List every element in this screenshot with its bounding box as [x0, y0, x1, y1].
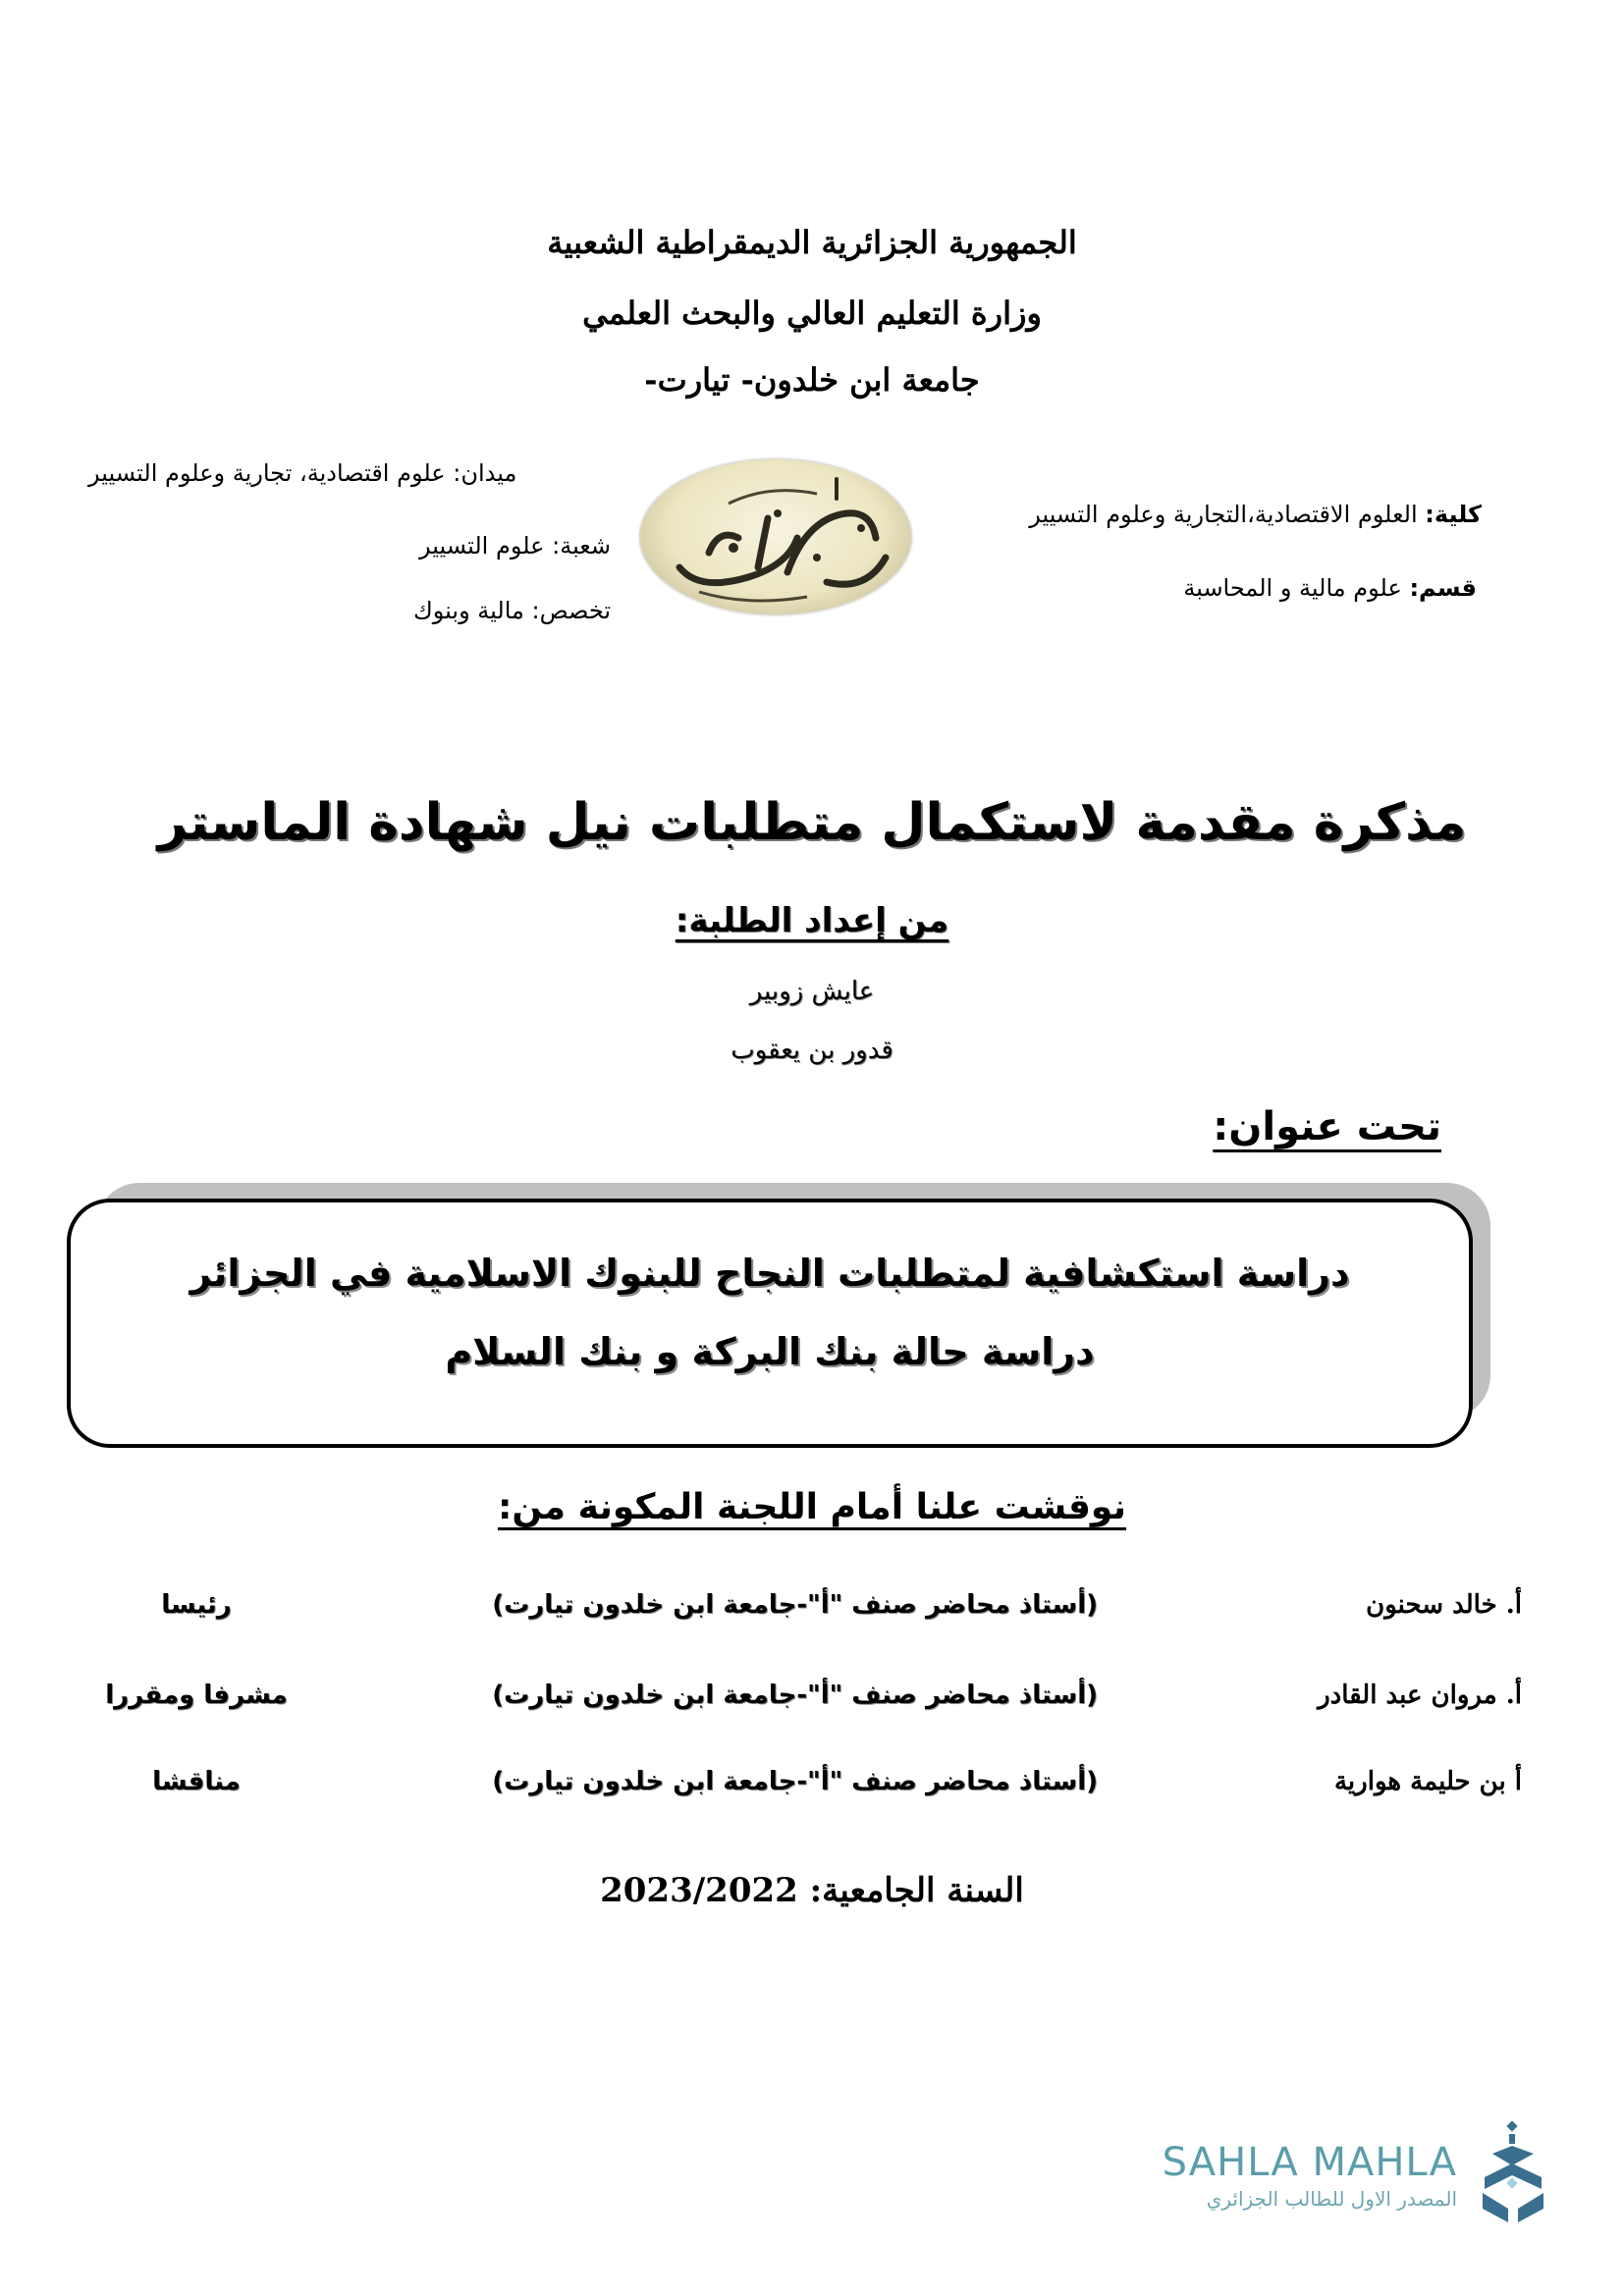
jury-member-rank: (أستاذ محاضر صنف "أ"-جامعة ابن خلدون تيارت): [492, 1767, 1098, 1796]
thesis-title-box: [67, 1199, 1473, 1448]
department-line: [1183, 574, 1477, 602]
document-main-title: مذكرة مقدمة لاستكمال متطلبات نيل شهادة الماستر: [157, 793, 1467, 852]
jury-member-rank: (أستاذ محاضر صنف "أ"-جامعة ابن خلدون تيارت): [492, 1681, 1098, 1710]
jury-member-role: مناقشا: [152, 1767, 241, 1796]
faculty-label: كلية:: [1425, 501, 1482, 528]
under-title-label: تحت عنوان:: [1213, 1104, 1441, 1149]
thesis-title-line-2: دراسة حالة بنك البركة و بنك السلام: [445, 1330, 1095, 1373]
jury-member-row: [0, 1767, 1624, 1806]
jury-heading: نوقشت علنا أمام اللجنة المكونة من:: [497, 1487, 1127, 1527]
jury-member-rank: (أستاذ محاضر صنف "أ"-جامعة ابن خلدون تيارت): [492, 1590, 1098, 1620]
ministry-name: وزارة التعليم العالي والبحث العلمي: [582, 294, 1042, 332]
sahla-mahla-logo-icon: [1479, 2120, 1547, 2228]
brand-name: SAHLA MAHLA: [1162, 2140, 1457, 2185]
faculty-line: [1029, 501, 1482, 528]
jury-member-name: أ. خالد سحنون: [1366, 1590, 1522, 1620]
student-name-2: قدور بن يعقوب: [731, 1036, 893, 1065]
department-value: علوم مالية و المحاسبة: [1183, 574, 1410, 602]
thesis-title-line-1: دراسة استكشافية لمتطلبات النجاح للبنوك الاسلامية في الجزائر: [189, 1252, 1350, 1295]
jury-member-row: [0, 1681, 1624, 1720]
specialty-line: تخصص: مالية وبنوك: [412, 597, 611, 624]
student-name-1: عايش زوبير: [749, 977, 875, 1006]
faculty-value: العلوم الاقتصادية،التجارية وعلوم التسيير: [1029, 501, 1426, 528]
department-label: قسم:: [1409, 574, 1477, 602]
academic-year: السنة الجامعية: 2023/2022: [600, 1871, 1024, 1910]
jury-member-name: أ بن حليمة هوارية: [1333, 1767, 1522, 1796]
prepared-by-label: من إعداد الطلبة:: [675, 901, 949, 940]
field-line: ميدان: علوم اقتصادية، تجارية وعلوم التسيير: [88, 459, 517, 487]
branch-line: شعبة: علوم التسيير: [418, 532, 611, 560]
brand-tagline: المصدر الاول للطالب الجزائري: [1206, 2187, 1457, 2211]
jury-member-row: [0, 1590, 1624, 1629]
sahla-mahla-watermark: [1162, 2140, 1547, 2228]
university-seal-icon: [640, 459, 911, 614]
jury-member-role: رئيسا: [161, 1590, 232, 1620]
university-name: جامعة ابن خلدون- تيارت-: [644, 361, 980, 399]
country-name: الجمهورية الجزائرية الديمقراطية الشعبية: [547, 224, 1077, 261]
jury-member-name: أ. مروان عبد القادر: [1318, 1681, 1522, 1710]
jury-member-role: مشرفا ومقررا: [105, 1681, 288, 1710]
